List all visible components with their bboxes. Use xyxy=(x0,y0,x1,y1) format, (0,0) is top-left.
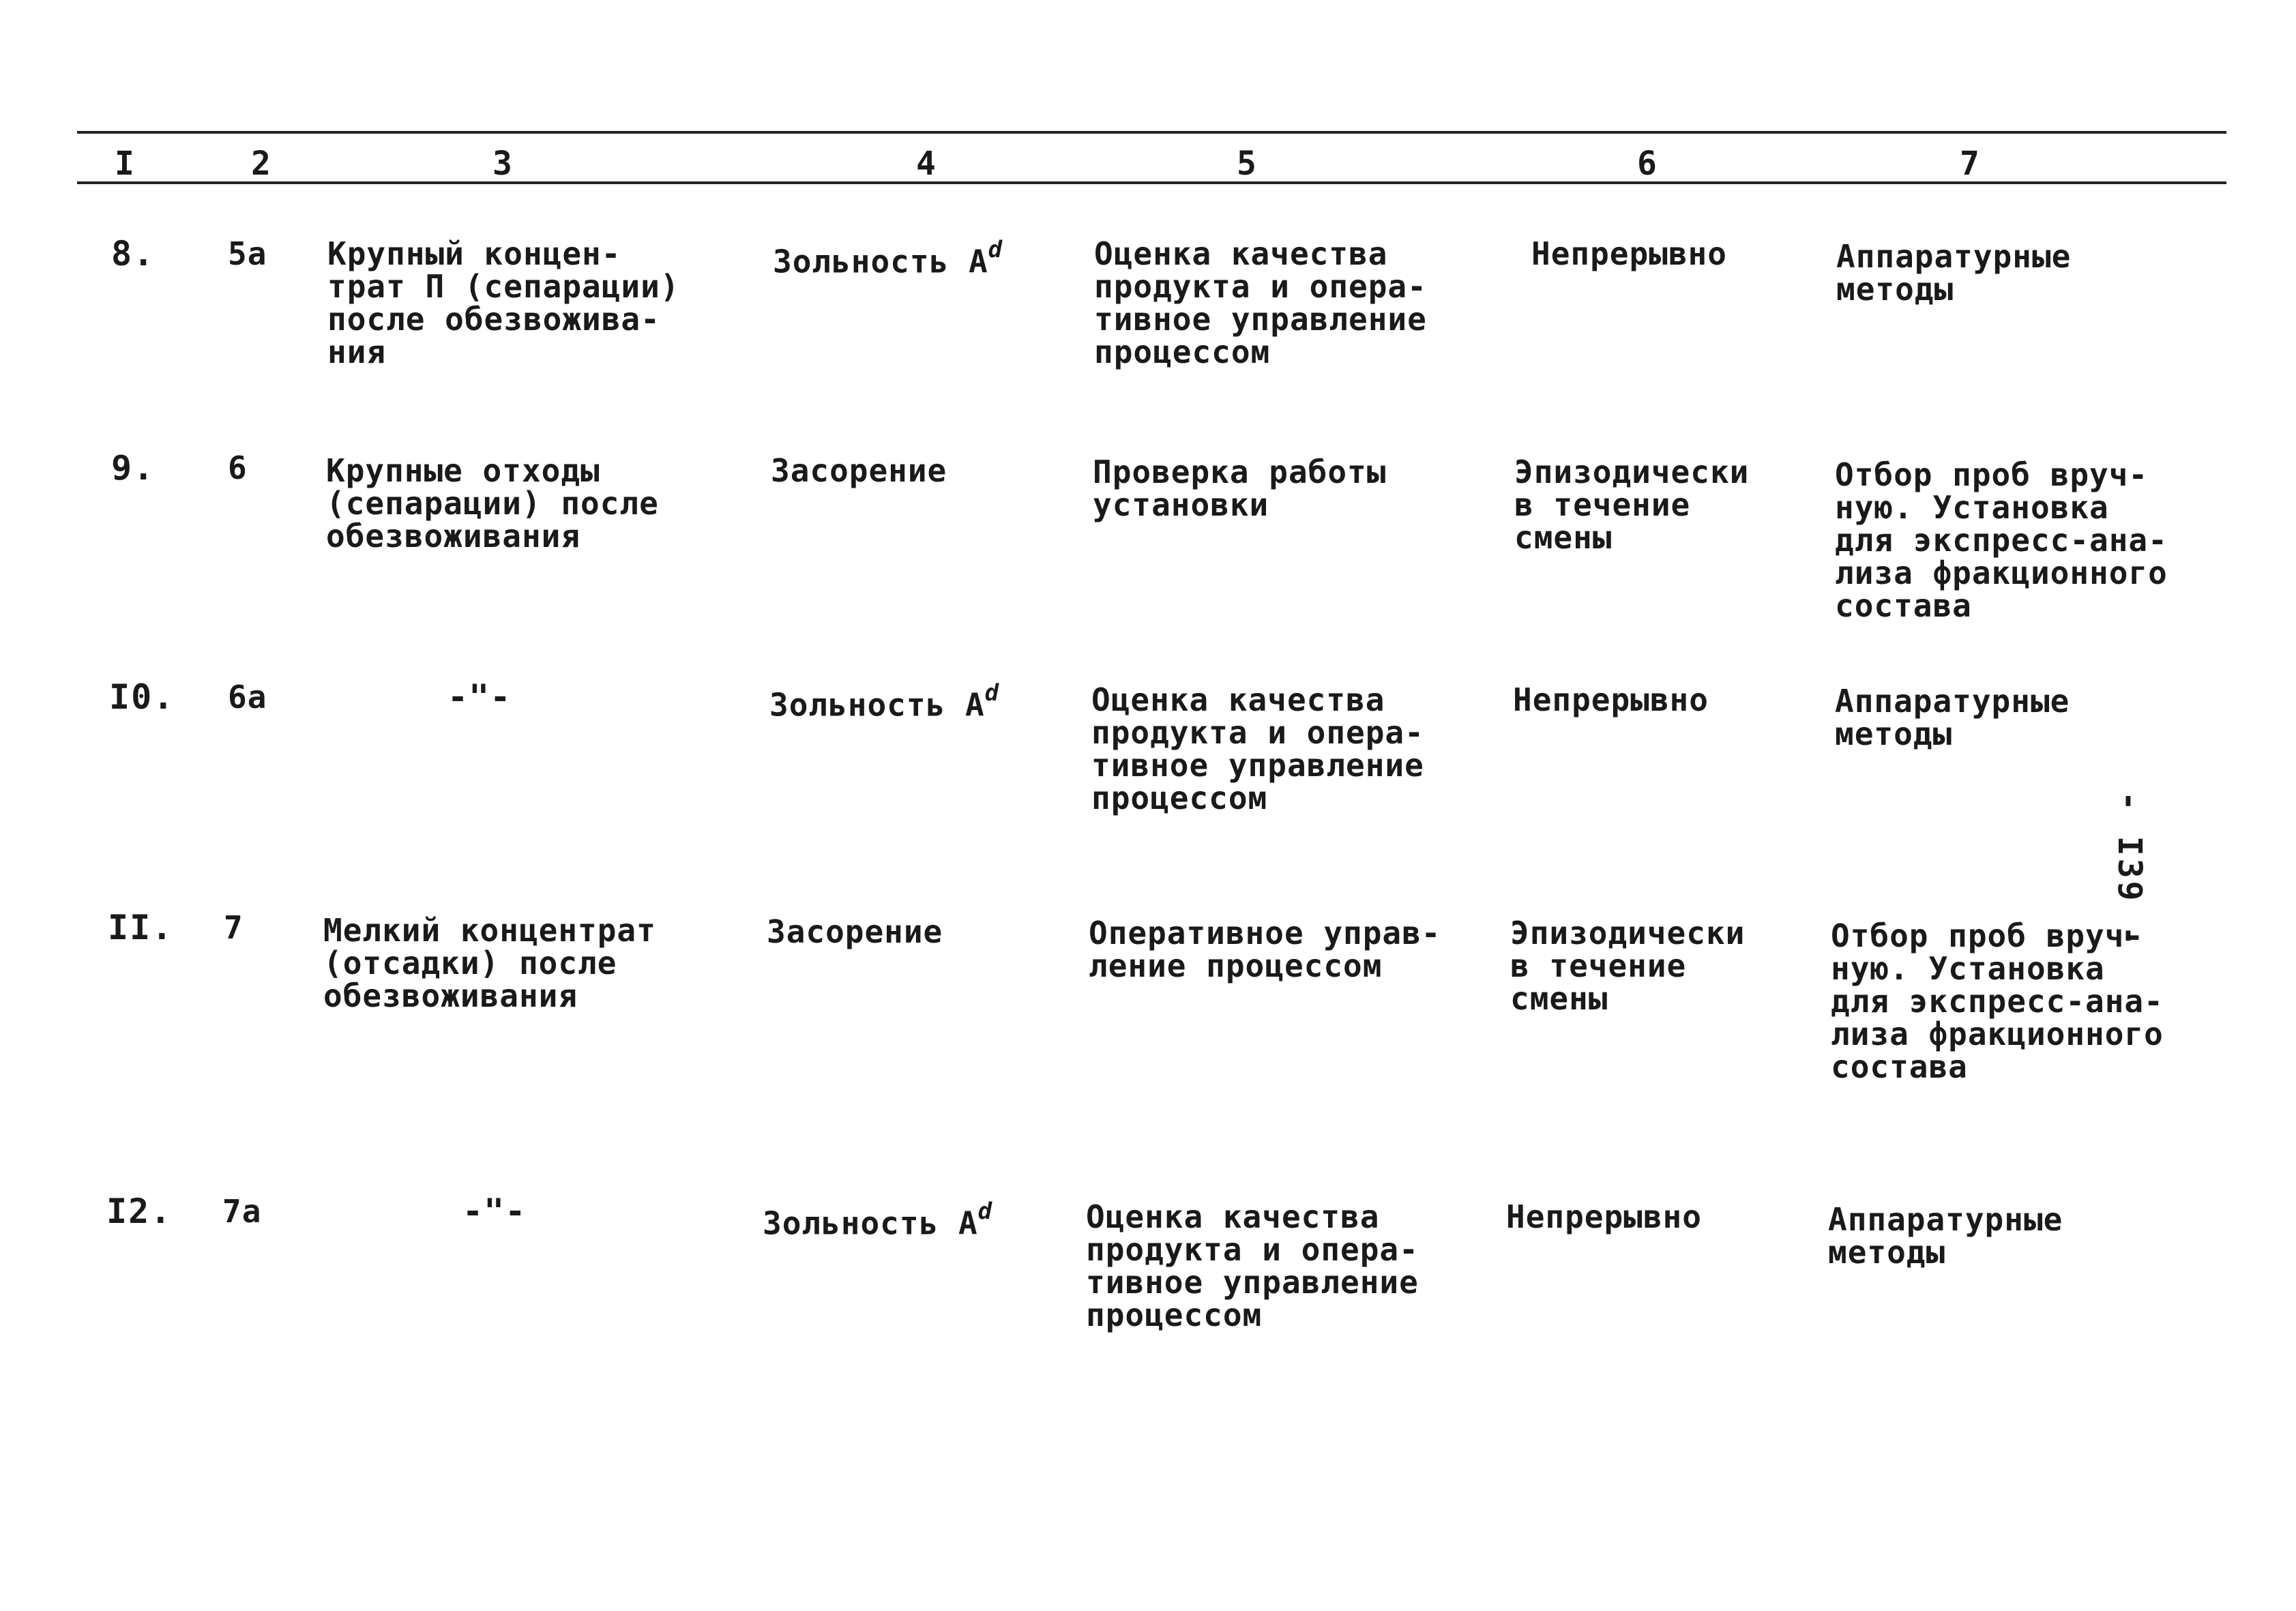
method: Аппаратурные методы xyxy=(1835,683,2070,752)
product-name: Крупные отходы (сепарации) после обезвоживания xyxy=(326,452,659,555)
row-number: II. xyxy=(108,908,174,947)
purpose: Оценка качества продукта и опера- тивное управление процессом xyxy=(1094,235,1427,370)
table-top-rule xyxy=(77,131,2226,134)
product-name: Крупный концен- трат П (сепарации) после обезвожива- ния xyxy=(327,235,680,370)
sampling-point: 6а xyxy=(228,679,267,715)
sampling-point: 5а xyxy=(228,235,267,272)
sampling-point: 7 xyxy=(224,909,244,946)
sampling-point: 6 xyxy=(228,449,248,486)
column-header-3: 3 xyxy=(492,145,512,183)
parameter: Зольность $А^d$ xyxy=(773,236,1003,280)
row-number: I0. xyxy=(109,677,175,717)
periodicity: Эпизодически в течение смены xyxy=(1510,915,1746,1017)
ditto-mark: -"- xyxy=(462,1192,527,1231)
parameter: Зольность $А^d$ xyxy=(763,1198,993,1242)
periodicity: Непрерывно xyxy=(1506,1198,1702,1235)
method: Отбор проб вруч- ную. Установка для экспресс-ана- лиза фракционного состава xyxy=(1835,456,2168,624)
table-header-rule xyxy=(77,181,2226,184)
purpose: Оценка качества продукта и опера- тивное управление процессом xyxy=(1091,681,1424,816)
periodicity: Эпизодически в течение смены xyxy=(1514,454,1750,556)
column-header-6: 6 xyxy=(1637,145,1657,183)
row-number: 9. xyxy=(111,448,156,488)
column-header-4: 4 xyxy=(916,145,936,183)
row-number: I2. xyxy=(106,1192,173,1231)
parameter: Засорение xyxy=(771,452,947,489)
column-header-5: 5 xyxy=(1237,145,1256,183)
periodicity: Непрерывно xyxy=(1531,235,1727,272)
purpose: Оценка качества продукта и опера- тивное управление процессом xyxy=(1086,1198,1419,1333)
parameter: Зольность $А^d$ xyxy=(769,679,1000,724)
page-number: - I39 - xyxy=(2110,791,2149,949)
purpose: Проверка работы установки xyxy=(1093,454,1387,523)
method: Отбор проб вруч- ную. Установка для экспресс-ана- лиза фракционного состава xyxy=(1831,917,2164,1085)
ditto-mark: -"- xyxy=(447,677,512,717)
column-header-2: 2 xyxy=(251,145,271,183)
parameter: Засорение xyxy=(767,913,943,950)
method: Аппаратурные методы xyxy=(1836,238,2072,308)
column-header-1: I xyxy=(115,145,134,183)
product-name: Мелкий концентрат (отсадки) после обезвоживания xyxy=(323,912,656,1014)
column-header-7: 7 xyxy=(1960,145,1979,183)
periodicity: Непрерывно xyxy=(1513,681,1709,718)
row-number: 8. xyxy=(111,234,156,274)
purpose: Оперативное управ- ление процессом xyxy=(1089,915,1441,984)
sampling-point: 7а xyxy=(222,1193,262,1230)
method: Аппаратурные методы xyxy=(1828,1201,2063,1271)
